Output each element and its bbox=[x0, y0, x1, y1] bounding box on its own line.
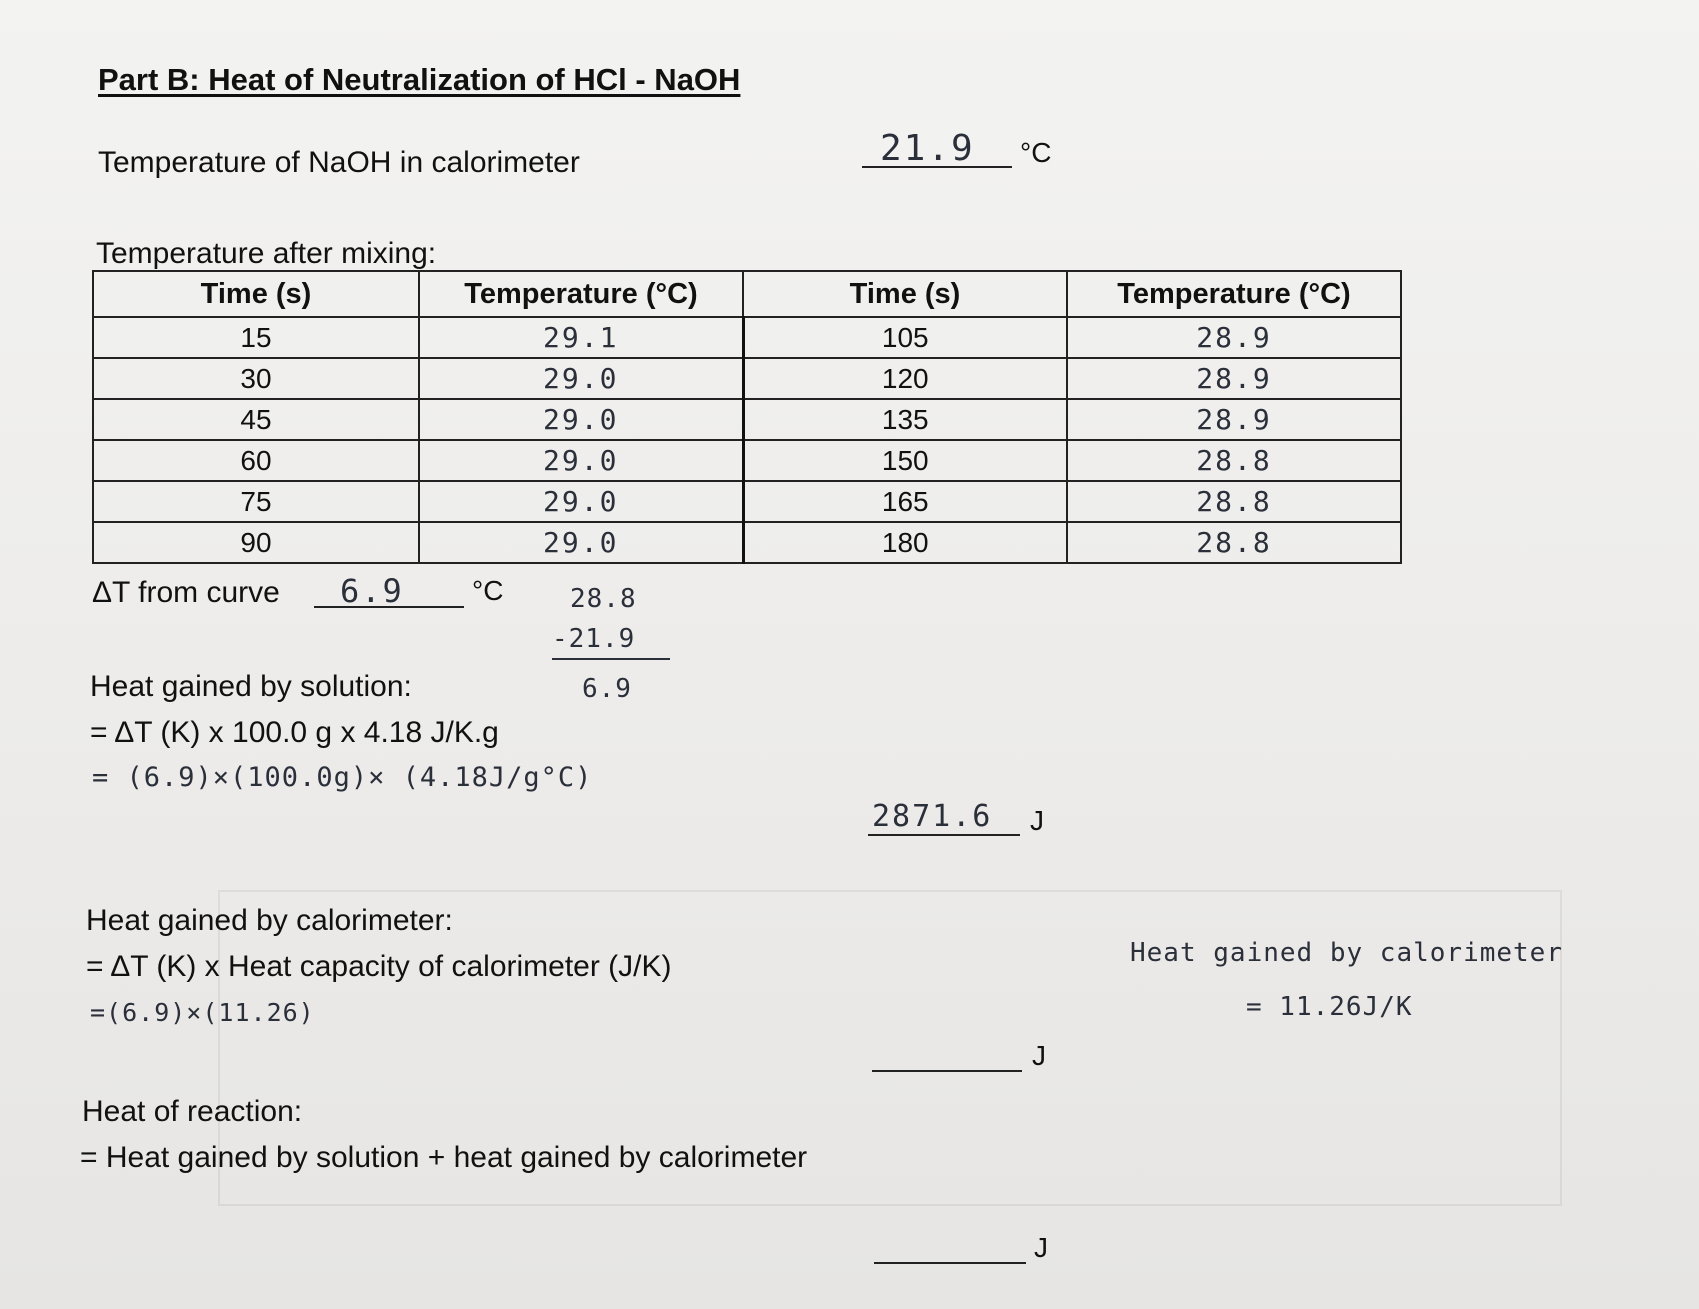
heat-solution-formula: = ΔT (K) x 100.0 g x 4.18 J/K.g bbox=[90, 716, 499, 749]
time-cell: 45 bbox=[93, 399, 419, 440]
temp-cell: 29.0 bbox=[419, 399, 743, 440]
delta-t-work-top: 28.8 bbox=[570, 584, 637, 614]
time-cell: 105 bbox=[743, 317, 1067, 358]
col-header-time-1: Time (s) bbox=[93, 271, 419, 317]
col-header-temp-2: Temperature (°C) bbox=[1067, 271, 1401, 317]
time-cell: 60 bbox=[93, 440, 419, 481]
time-cell: 135 bbox=[743, 399, 1067, 440]
delta-t-blank bbox=[314, 606, 464, 608]
temp-cell: 29.0 bbox=[419, 522, 743, 563]
temp-cell: 28.9 bbox=[1067, 399, 1401, 440]
table-row bbox=[93, 440, 1401, 481]
delta-t-work-rule bbox=[552, 658, 670, 660]
col-header-temp-1: Temperature (°C) bbox=[419, 271, 743, 317]
temp-cell: 28.8 bbox=[1067, 440, 1401, 481]
naoh-temp-unit: °C bbox=[1020, 137, 1052, 168]
delta-t-value: 6.9 bbox=[340, 572, 404, 610]
temp-cell: 29.0 bbox=[419, 481, 743, 522]
temp-cell: 28.9 bbox=[1067, 317, 1401, 358]
table-header-row bbox=[93, 271, 1401, 317]
time-cell: 150 bbox=[743, 440, 1067, 481]
temp-cell: 29.0 bbox=[419, 358, 743, 399]
heat-solution-work: = (6.9)×(100.0g)× (4.18J/g°C) bbox=[92, 762, 593, 793]
calorimeter-note-line1: Heat gained by calorimeter bbox=[1130, 938, 1563, 968]
temp-cell: 28.8 bbox=[1067, 481, 1401, 522]
temp-cell: 28.9 bbox=[1067, 358, 1401, 399]
temp-cell: 28.8 bbox=[1067, 522, 1401, 563]
time-cell: 120 bbox=[743, 358, 1067, 399]
delta-t-unit: °C bbox=[472, 575, 504, 606]
heat-solution-answer: 2871.6 bbox=[872, 799, 993, 834]
heat-reaction-blank bbox=[874, 1262, 1026, 1264]
table-row bbox=[93, 317, 1401, 358]
heat-calorimeter-label: Heat gained by calorimeter: bbox=[86, 904, 453, 937]
heat-reaction-unit: J bbox=[1034, 1232, 1048, 1263]
time-cell: 90 bbox=[93, 522, 419, 563]
heat-calorimeter-unit: J bbox=[1032, 1040, 1046, 1071]
heat-solution-blank bbox=[868, 834, 1020, 836]
table-row bbox=[93, 481, 1401, 522]
time-cell: 180 bbox=[743, 522, 1067, 563]
col-header-time-2: Time (s) bbox=[743, 271, 1067, 317]
heat-reaction-formula: = Heat gained by solution + heat gained by calorimeter bbox=[80, 1141, 808, 1174]
heat-solution-label: Heat gained by solution: bbox=[90, 670, 412, 703]
naoh-temp-blank bbox=[862, 166, 1012, 168]
heat-calorimeter-work: =(6.9)×(11.26) bbox=[90, 998, 315, 1027]
after-mixing-label: Temperature after mixing: bbox=[96, 237, 437, 270]
table-row bbox=[93, 522, 1401, 563]
time-cell: 75 bbox=[93, 481, 419, 522]
time-cell: 165 bbox=[743, 481, 1067, 522]
heat-calorimeter-blank bbox=[872, 1070, 1022, 1072]
temperature-table bbox=[92, 270, 1402, 564]
table-row bbox=[93, 399, 1401, 440]
temp-cell: 29.0 bbox=[419, 440, 743, 481]
delta-t-label: ΔT from curve bbox=[92, 576, 280, 609]
page-title: Part B: Heat of Neutralization of HCl - NaOH bbox=[98, 62, 741, 97]
temp-cell: 29.1 bbox=[419, 317, 743, 358]
time-cell: 30 bbox=[93, 358, 419, 399]
delta-t-work-result: 6.9 bbox=[582, 674, 632, 704]
calorimeter-note-line2: = 11.26J/K bbox=[1246, 992, 1413, 1022]
heat-solution-unit: J bbox=[1030, 805, 1044, 836]
naoh-temp-value: 21.9 bbox=[880, 128, 975, 169]
table-row bbox=[93, 358, 1401, 399]
heat-reaction-label: Heat of reaction: bbox=[82, 1095, 303, 1128]
delta-t-work-subtract: -21.9 bbox=[552, 624, 636, 654]
time-cell: 15 bbox=[93, 317, 419, 358]
naoh-temp-label: Temperature of NaOH in calorimeter bbox=[98, 146, 580, 179]
heat-calorimeter-formula: = ΔT (K) x Heat capacity of calorimeter (J/K) bbox=[86, 950, 672, 983]
